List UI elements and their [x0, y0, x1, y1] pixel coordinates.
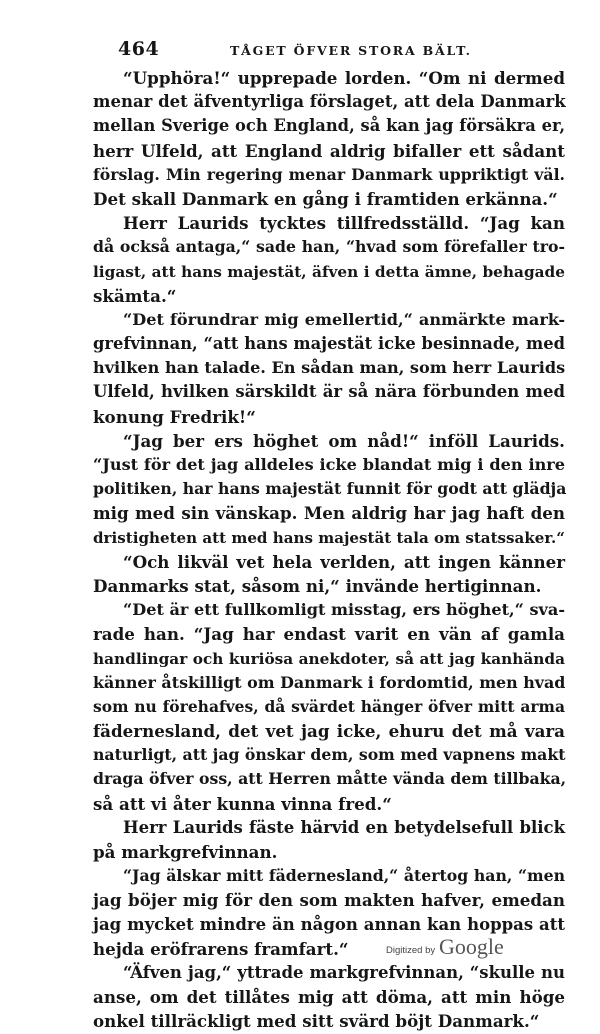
text-line: känner åtskilligt om Danmark i fordomtid, men hvad	[93, 672, 566, 692]
text-line: mig med sin vänskap. Men aldrig har jag haft den	[93, 503, 565, 524]
digitized-watermark	[386, 934, 526, 962]
text-line: ligast, att hans majestät, äfven i detta ämne, behagade	[93, 262, 565, 281]
text-line: Ulfeld, hvilken särskildt är så nära förbunden med	[93, 382, 565, 402]
text-line: så att vi åter kunna vinna fred.“	[93, 793, 392, 814]
text-line: “Och likväl vet hela verlden, att ingen känner	[123, 551, 565, 572]
text-line: jag mycket mindre än någon annan kan hoppas att	[93, 914, 565, 934]
text-line: Danmarks stat, såsom ni,“ invände hertiginnan.	[93, 575, 542, 596]
text-line: dristigheten att med hans majestät tala om statssaker.“	[93, 528, 565, 547]
text-line: “Just för det jag alldeles icke blandat mig i den inre	[93, 455, 565, 474]
text-line: anse, om det tillåtes mig att döma, att min höge	[93, 987, 565, 1008]
text-line: naturligt, att jag önskar dem, som med vapnens makt	[93, 745, 566, 765]
text-line: konung Fredrik!“	[93, 406, 256, 427]
text-line: Herr Laurids fäste härvid en betydelsefull blick	[123, 817, 565, 837]
text-line: fädernesland, det vet jag icke, ehuru det må vara	[93, 721, 565, 742]
text-line: rade han. “Jag har endast varit en vän af gamla	[93, 624, 565, 645]
text-line: “Det förundrar mig emellertid,“ anmärkte mark-	[123, 309, 565, 329]
text-line: onkel tillräckligt med sitt svärd böjt Danmark.“	[93, 1011, 540, 1032]
text-line: Det skall Danmark en gång i framtiden erkänna.“	[93, 188, 558, 209]
text-line: skämta.“	[93, 285, 177, 306]
running-title: TÅGET ÖFVER STORA BÄLT.	[230, 43, 472, 58]
text-line: draga öfver oss, att Herren måtte vända dem tillbaka,	[93, 769, 567, 789]
text-line: “Äfven jag,“ yttrade markgrefvinnan, “skulle nu	[123, 962, 565, 982]
text-line: jag böjer mig för den som makten hafver, emedan	[93, 890, 565, 911]
text-line: mellan Sverige och England, så kan jag försäkra er,	[93, 116, 565, 136]
text-line: “Jag ber ers höghet om nåd!“ inföll Laurids.	[123, 430, 565, 451]
page-header	[118, 38, 580, 62]
page-number: 464	[118, 38, 160, 60]
text-line: grefvinnan, “att hans majestät icke besinnade, med	[93, 334, 565, 354]
text-line: menar det äfventyrliga förslaget, att dela Danmark	[93, 92, 566, 112]
text-line: politiken, har hans majestät funnit för godt att glädja	[93, 479, 567, 499]
text-line: “Jag älskar mitt fädernesland,“ återtog han, “men	[123, 866, 565, 886]
text-line: på markgrefvinnan.	[93, 842, 278, 862]
text-line: herr Ulfeld, att England aldrig bifaller ett sådant	[93, 140, 565, 161]
digitized-label: Digitized by	[386, 945, 436, 956]
text-line: förslag. Min regering menar Danmark uppriktigt väl.	[93, 164, 565, 184]
text-line: hvilken han talade. En sådan man, som herr Laurids	[93, 358, 566, 378]
text-line: “Det är ett fullkomligt misstag, ers höghet,“ sva-	[123, 600, 566, 620]
google-logo: Google	[439, 934, 504, 959]
text-line: som nu förehafves, då svärdet hänger öfver mitt arma	[93, 696, 565, 716]
body-text	[93, 66, 565, 1034]
text-line: då också antaga,“ sade han, “hvad som förefaller tro-	[93, 237, 565, 257]
text-line: Herr Laurids tycktes tillfredsställd. “Jag kan	[123, 213, 565, 234]
text-line: “Upphöra!“ upprepade lorden. “Om ni dermed	[123, 68, 565, 88]
text-line: hejda eröfrarens framfart.“	[93, 938, 349, 959]
text-line: handlingar och kuriösa anekdoter, så att jag kanhända	[93, 649, 565, 668]
